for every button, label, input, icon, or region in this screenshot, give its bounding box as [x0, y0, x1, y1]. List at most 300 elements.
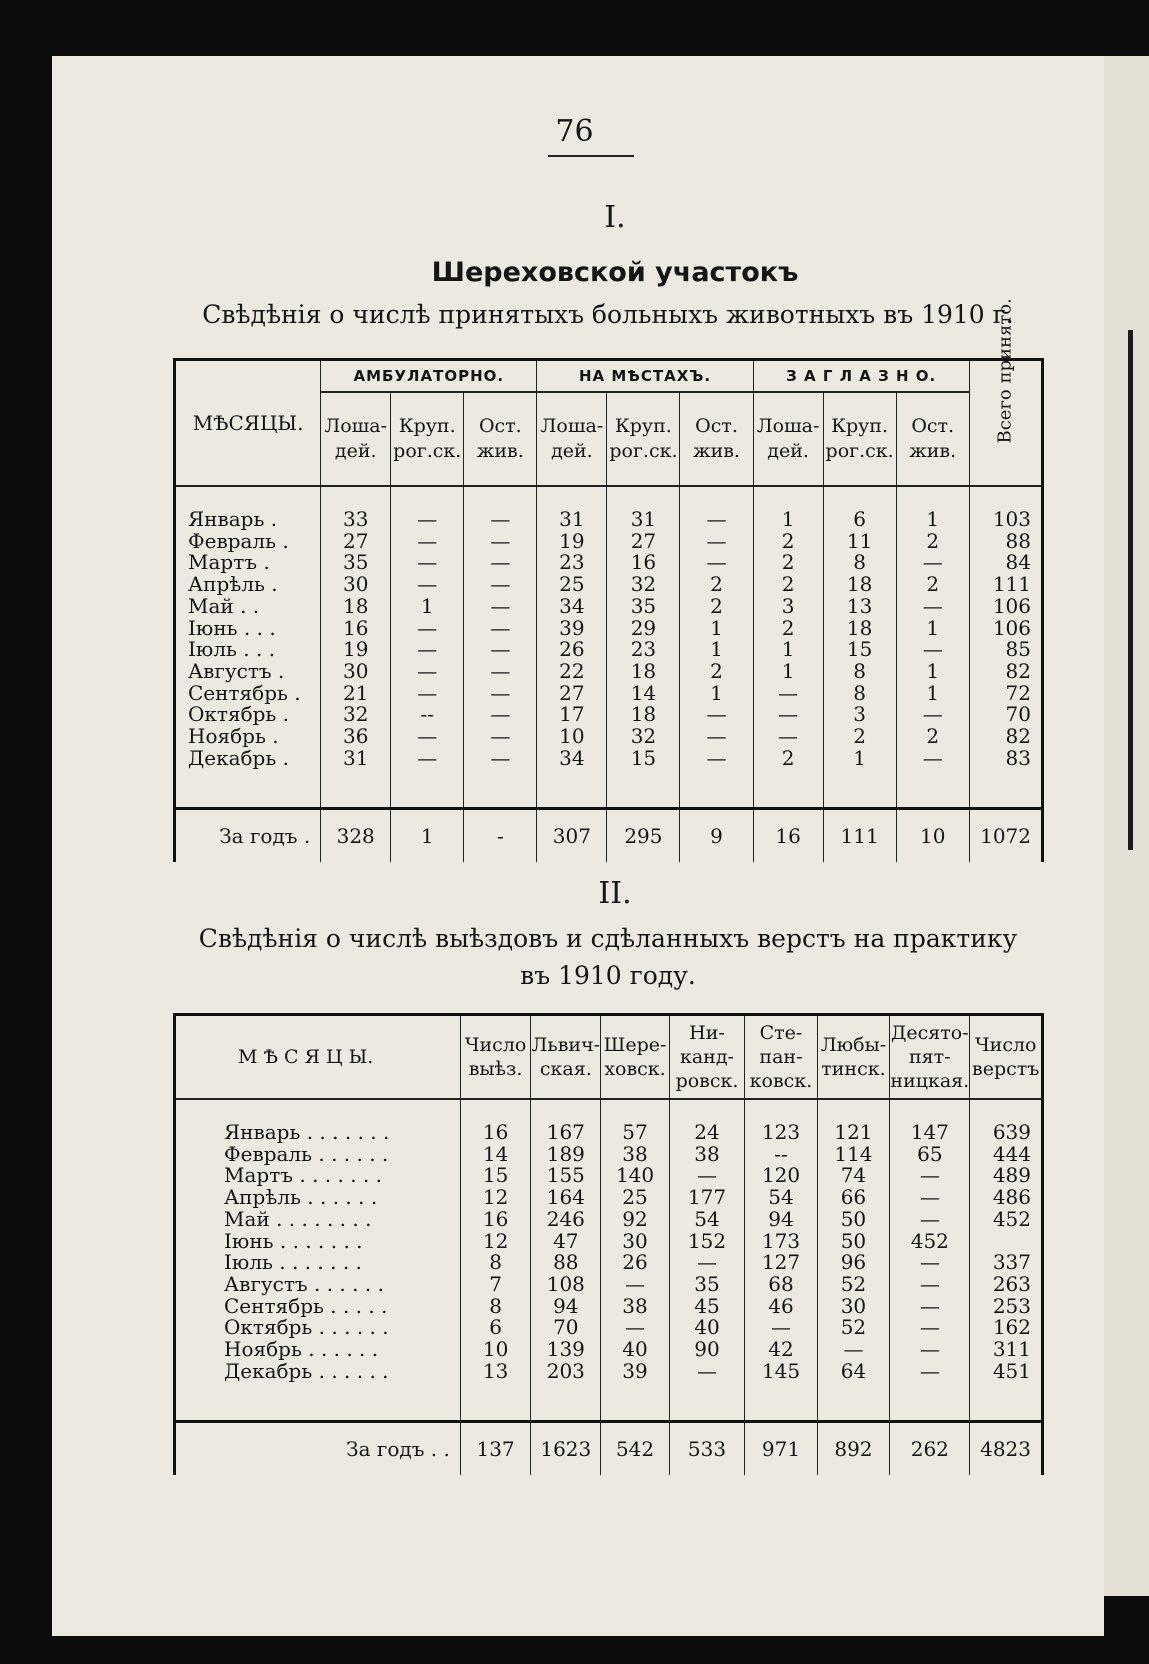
- value-cell: 155: [531, 1165, 601, 1187]
- value-cell: 6: [823, 509, 896, 531]
- value-cell: 2: [753, 618, 823, 640]
- table-row: [175, 509, 1043, 531]
- desyatopyatnitskaya-header: Десято- пят- ницкая.: [890, 1015, 970, 1100]
- total-value-cell: 111: [823, 809, 896, 863]
- page-number: 76: [555, 114, 594, 149]
- total-value-cell: 971: [745, 1422, 817, 1476]
- total-value-cell: 262: [890, 1422, 970, 1476]
- value-cell: 2: [680, 574, 753, 596]
- value-cell: 30: [817, 1296, 889, 1318]
- value-cell: 25: [537, 574, 607, 596]
- month-cell: Сентябрь . . . . .: [175, 1296, 461, 1318]
- value-cell: —: [391, 552, 464, 574]
- value-cell: —: [890, 1209, 970, 1231]
- value-cell: 1: [896, 618, 969, 640]
- value-cell: 15: [460, 1165, 530, 1187]
- value-cell: 14: [460, 1144, 530, 1166]
- value-cell: —: [896, 748, 969, 770]
- value-cell: 8: [823, 683, 896, 705]
- total-value-cell: 9: [680, 809, 753, 863]
- value-cell: 27: [537, 683, 607, 705]
- other-animals-header: Ост. жив.: [896, 392, 969, 486]
- value-cell: 72: [969, 683, 1042, 705]
- value-cell: —: [680, 552, 753, 574]
- total-label: За годъ .: [175, 809, 321, 863]
- total-value-cell: 10: [896, 809, 969, 863]
- table-row: [175, 1252, 1043, 1274]
- outpatient-header: АМБУЛАТОРНО.: [321, 360, 537, 393]
- month-cell: Іюль . . . . . . .: [175, 1252, 461, 1274]
- value-cell: 145: [745, 1361, 817, 1383]
- value-cell: 19: [537, 531, 607, 553]
- value-cell: 35: [321, 552, 391, 574]
- table-row: [175, 1339, 1043, 1361]
- table-row: [175, 704, 1043, 726]
- value-cell: —: [896, 552, 969, 574]
- value-cell: 31: [321, 748, 391, 770]
- value-cell: 84: [969, 552, 1042, 574]
- value-cell: 38: [669, 1144, 744, 1166]
- value-cell: 27: [321, 531, 391, 553]
- month-cell: Январь . . . . . . .: [175, 1122, 461, 1144]
- page-number-rule: [548, 155, 634, 157]
- value-cell: —: [464, 574, 537, 596]
- value-cell: 29: [607, 618, 680, 640]
- value-cell: 203: [531, 1361, 601, 1383]
- value-cell: 83: [969, 748, 1042, 770]
- value-cell: 42: [745, 1339, 817, 1361]
- value-cell: 30: [601, 1231, 669, 1253]
- value-cell: 337: [970, 1252, 1043, 1274]
- value-cell: —: [680, 748, 753, 770]
- value-cell: 8: [823, 661, 896, 683]
- value-cell: --: [745, 1144, 817, 1166]
- value-cell: 2: [896, 574, 969, 596]
- value-cell: —: [680, 531, 753, 553]
- value-cell: 17: [537, 704, 607, 726]
- value-cell: 50: [817, 1209, 889, 1231]
- table-row: [175, 618, 1043, 640]
- month-cell: Апрѣль .: [175, 574, 321, 596]
- value-cell: 639: [970, 1122, 1043, 1144]
- table-row: [175, 1209, 1043, 1231]
- value-cell: 46: [745, 1296, 817, 1318]
- value-cell: —: [896, 704, 969, 726]
- value-cell: 92: [601, 1209, 669, 1231]
- value-cell: —: [669, 1361, 744, 1383]
- value-cell: 30: [321, 574, 391, 596]
- value-cell: 52: [817, 1317, 889, 1339]
- total-value-cell: 533: [669, 1422, 744, 1476]
- value-cell: 40: [669, 1317, 744, 1339]
- table-row: [175, 661, 1043, 683]
- month-cell: Январь .: [175, 509, 321, 531]
- value-cell: 82: [969, 726, 1042, 748]
- value-cell: 311: [970, 1339, 1043, 1361]
- value-cell: 173: [745, 1231, 817, 1253]
- trips-count-header: Число выѣз.: [460, 1015, 530, 1100]
- month-cell: Октябрь .: [175, 704, 321, 726]
- months-header: МѢСЯЦЫ.: [175, 360, 321, 487]
- value-cell: 45: [669, 1296, 744, 1318]
- cattle-header: Круп. рог.ск.: [823, 392, 896, 486]
- month-cell: Октябрь . . . . . .: [175, 1317, 461, 1339]
- value-cell: 106: [969, 618, 1042, 640]
- section-1-number: I.: [604, 200, 626, 235]
- value-cell: 30: [321, 661, 391, 683]
- value-cell: —: [391, 509, 464, 531]
- table-row: [175, 1274, 1043, 1296]
- value-cell: 18: [607, 661, 680, 683]
- value-cell: 6: [460, 1317, 530, 1339]
- value-cell: —: [464, 661, 537, 683]
- value-cell: 451: [970, 1361, 1043, 1383]
- value-cell: 177: [669, 1187, 744, 1209]
- value-cell: —: [890, 1296, 970, 1318]
- value-cell: 40: [601, 1339, 669, 1361]
- value-cell: 90: [669, 1339, 744, 1361]
- value-cell: 22: [537, 661, 607, 683]
- value-cell: 32: [321, 704, 391, 726]
- value-cell: 82: [969, 661, 1042, 683]
- value-cell: —: [890, 1187, 970, 1209]
- total-value-cell: 16: [753, 809, 823, 863]
- value-cell: 1: [753, 639, 823, 661]
- total-value-cell: 295: [607, 809, 680, 863]
- table-row: [175, 574, 1043, 596]
- table-row: [175, 1187, 1043, 1209]
- value-cell: —: [464, 704, 537, 726]
- value-cell: —: [464, 596, 537, 618]
- value-cell: 140: [601, 1165, 669, 1187]
- table-row: [175, 1296, 1043, 1318]
- month-cell: Май . .: [175, 596, 321, 618]
- value-cell: 114: [817, 1144, 889, 1166]
- value-cell: 23: [537, 552, 607, 574]
- value-cell: —: [890, 1274, 970, 1296]
- month-cell: Май . . . . . . . .: [175, 1209, 461, 1231]
- month-cell: Ноябрь .: [175, 726, 321, 748]
- value-cell: 12: [460, 1231, 530, 1253]
- value-cell: —: [817, 1339, 889, 1361]
- value-cell: 1: [680, 618, 753, 640]
- value-cell: 1: [753, 661, 823, 683]
- value-cell: 70: [969, 704, 1042, 726]
- value-cell: 106: [969, 596, 1042, 618]
- value-cell: 127: [745, 1252, 817, 1274]
- sherekhovsk-header: Шере- ховск.: [601, 1015, 669, 1100]
- value-cell: 34: [537, 596, 607, 618]
- value-cell: 18: [823, 574, 896, 596]
- value-cell: 50: [817, 1231, 889, 1253]
- value-cell: 2: [896, 531, 969, 553]
- value-cell: 18: [823, 618, 896, 640]
- other-animals-header: Ост. жив.: [680, 392, 753, 486]
- value-cell: 14: [607, 683, 680, 705]
- value-cell: 452: [890, 1231, 970, 1253]
- remote-header: З А Г Л А З Н О.: [753, 360, 969, 393]
- value-cell: 31: [607, 509, 680, 531]
- lvichskaya-header: Львич- ская.: [531, 1015, 601, 1100]
- value-cell: 68: [745, 1274, 817, 1296]
- lyubytinsk-header: Любы- тинск.: [817, 1015, 889, 1100]
- value-cell: —: [464, 552, 537, 574]
- value-cell: 26: [601, 1252, 669, 1274]
- value-cell: 52: [817, 1274, 889, 1296]
- value-cell: 70: [531, 1317, 601, 1339]
- table-row: [175, 639, 1043, 661]
- total-value-cell: 307: [537, 809, 607, 863]
- value-cell: 123: [745, 1122, 817, 1144]
- value-cell: 39: [537, 618, 607, 640]
- value-cell: 2: [823, 726, 896, 748]
- value-cell: 23: [607, 639, 680, 661]
- table-row: [175, 1317, 1043, 1339]
- value-cell: 19: [321, 639, 391, 661]
- total-value-cell: 137: [460, 1422, 530, 1476]
- stepankovsk-header: Сте- пан- ковск.: [745, 1015, 817, 1100]
- total-value-cell: 1623: [531, 1422, 601, 1476]
- value-cell: —: [896, 639, 969, 661]
- value-cell: 3: [753, 596, 823, 618]
- month-cell: Мартъ .: [175, 552, 321, 574]
- value-cell: 189: [531, 1144, 601, 1166]
- month-cell: Іюнь . . . . . . .: [175, 1231, 461, 1253]
- value-cell: —: [391, 726, 464, 748]
- value-cell: —: [391, 531, 464, 553]
- value-cell: —: [669, 1165, 744, 1187]
- value-cell: 139: [531, 1339, 601, 1361]
- value-cell: 2: [680, 596, 753, 618]
- value-cell: 152: [669, 1231, 744, 1253]
- value-cell: —: [896, 596, 969, 618]
- value-cell: 36: [321, 726, 391, 748]
- value-cell: 85: [969, 639, 1042, 661]
- value-cell: 24: [669, 1122, 744, 1144]
- value-cell: 253: [970, 1296, 1043, 1318]
- value-cell: 66: [817, 1187, 889, 1209]
- value-cell: 32: [607, 726, 680, 748]
- value-cell: --: [391, 704, 464, 726]
- value-cell: 2: [753, 552, 823, 574]
- other-animals-header: Ост. жив.: [464, 392, 537, 486]
- table-row: [175, 1144, 1043, 1166]
- value-cell: 54: [669, 1209, 744, 1231]
- value-cell: 2: [896, 726, 969, 748]
- value-cell: 108: [531, 1274, 601, 1296]
- total-value-cell: -: [464, 809, 537, 863]
- value-cell: 94: [745, 1209, 817, 1231]
- total-value-cell: 542: [601, 1422, 669, 1476]
- value-cell: 57: [601, 1122, 669, 1144]
- table-row: [175, 1165, 1043, 1187]
- value-cell: —: [601, 1317, 669, 1339]
- month-cell: Февраль . . . . . .: [175, 1144, 461, 1166]
- section-1-caption: Свѣдѣнія о числѣ принятыхъ больныхъ животныхъ въ 1910 г.: [202, 300, 1014, 329]
- horses-header: Лоша- дей.: [753, 392, 823, 486]
- total-value-cell: 328: [321, 809, 391, 863]
- value-cell: 88: [531, 1252, 601, 1274]
- value-cell: —: [391, 748, 464, 770]
- value-cell: 7: [460, 1274, 530, 1296]
- value-cell: 1: [896, 683, 969, 705]
- value-cell: 18: [321, 596, 391, 618]
- total-value-cell: 892: [817, 1422, 889, 1476]
- value-cell: —: [753, 726, 823, 748]
- value-cell: 103: [969, 509, 1042, 531]
- value-cell: 2: [753, 574, 823, 596]
- value-cell: 162: [970, 1317, 1043, 1339]
- value-cell: 489: [970, 1165, 1043, 1187]
- value-cell: —: [391, 618, 464, 640]
- value-cell: 2: [753, 531, 823, 553]
- value-cell: —: [890, 1165, 970, 1187]
- total-header: Всего принято.: [969, 360, 1042, 487]
- value-cell: 31: [537, 509, 607, 531]
- value-cell: —: [890, 1339, 970, 1361]
- section-2-caption-line-2: въ 1910 году.: [520, 961, 696, 990]
- value-cell: 94: [531, 1296, 601, 1318]
- cattle-header: Круп. рог.ск.: [607, 392, 680, 486]
- value-cell: —: [464, 726, 537, 748]
- month-cell: Августъ .: [175, 661, 321, 683]
- month-cell: Іюль . . .: [175, 639, 321, 661]
- month-cell: Апрѣль . . . . . .: [175, 1187, 461, 1209]
- table-row: [175, 531, 1043, 553]
- value-cell: 16: [460, 1122, 530, 1144]
- value-cell: 2: [753, 748, 823, 770]
- total-label: За годъ . .: [175, 1422, 461, 1476]
- value-cell: 26: [537, 639, 607, 661]
- total-row: [175, 1422, 1043, 1476]
- value-cell: 16: [460, 1209, 530, 1231]
- total-value-cell: 1072: [969, 809, 1042, 863]
- month-cell: Декабрь .: [175, 748, 321, 770]
- value-cell: —: [890, 1252, 970, 1274]
- value-cell: 32: [607, 574, 680, 596]
- value-cell: —: [464, 748, 537, 770]
- month-cell: Іюнь . . .: [175, 618, 321, 640]
- value-cell: 18: [607, 704, 680, 726]
- value-cell: 8: [460, 1296, 530, 1318]
- value-cell: —: [753, 704, 823, 726]
- value-cell: —: [464, 639, 537, 661]
- versts-count-header: Число верстъ: [970, 1015, 1043, 1100]
- value-cell: 38: [601, 1144, 669, 1166]
- value-cell: —: [669, 1252, 744, 1274]
- value-cell: 16: [607, 552, 680, 574]
- value-cell: 1: [753, 509, 823, 531]
- horses-header: Лоша- дей.: [537, 392, 607, 486]
- table-row: [175, 1361, 1043, 1383]
- value-cell: 34: [537, 748, 607, 770]
- value-cell: 147: [890, 1122, 970, 1144]
- value-cell: —: [464, 509, 537, 531]
- month-cell: Мартъ . . . . . . .: [175, 1165, 461, 1187]
- value-cell: 444: [970, 1144, 1043, 1166]
- value-cell: 1: [680, 683, 753, 705]
- table-row: [175, 1231, 1043, 1253]
- section-1-title: Шереховской участокъ: [431, 257, 799, 288]
- table-row: [175, 748, 1043, 770]
- value-cell: 64: [817, 1361, 889, 1383]
- section-2-caption-line-1: Свѣдѣнія о числѣ выѣздовъ и сдѣланныхъ верстъ на практику: [198, 924, 1018, 953]
- value-cell: 35: [607, 596, 680, 618]
- value-cell: 167: [531, 1122, 601, 1144]
- value-cell: 246: [531, 1209, 601, 1231]
- value-cell: 11: [823, 531, 896, 553]
- months-header: М Ѣ С Я Ц Ы.: [175, 1015, 461, 1100]
- value-cell: —: [391, 639, 464, 661]
- month-cell: Августъ . . . . . .: [175, 1274, 461, 1296]
- trips-table: [173, 1013, 1044, 1475]
- on-site-header: НА МѢСТАХЪ.: [537, 360, 753, 393]
- value-cell: 54: [745, 1187, 817, 1209]
- value-cell: 1: [896, 661, 969, 683]
- next-page-border: [1128, 330, 1133, 850]
- value-cell: 12: [460, 1187, 530, 1209]
- value-cell: 3: [823, 704, 896, 726]
- table-row: [175, 552, 1043, 574]
- value-cell: 120: [745, 1165, 817, 1187]
- value-cell: —: [464, 683, 537, 705]
- value-cell: —: [680, 704, 753, 726]
- value-cell: 8: [460, 1252, 530, 1274]
- value-cell: 8: [823, 552, 896, 574]
- value-cell: —: [601, 1274, 669, 1296]
- value-cell: —: [391, 574, 464, 596]
- value-cell: —: [890, 1361, 970, 1383]
- value-cell: 164: [531, 1187, 601, 1209]
- value-cell: 25: [601, 1187, 669, 1209]
- month-cell: Февраль .: [175, 531, 321, 553]
- value-cell: 88: [969, 531, 1042, 553]
- value-cell: —: [680, 509, 753, 531]
- value-cell: 2: [680, 661, 753, 683]
- value-cell: 13: [460, 1361, 530, 1383]
- month-cell: Ноябрь . . . . . .: [175, 1339, 461, 1361]
- value-cell: 121: [817, 1122, 889, 1144]
- month-cell: Декабрь . . . . . .: [175, 1361, 461, 1383]
- value-cell: 21: [321, 683, 391, 705]
- value-cell: —: [745, 1317, 817, 1339]
- value-cell: 1: [896, 509, 969, 531]
- section-2-number: II.: [598, 876, 632, 911]
- value-cell: 74: [817, 1165, 889, 1187]
- horses-header: Лоша- дей.: [321, 392, 391, 486]
- value-cell: 10: [460, 1339, 530, 1361]
- value-cell: —: [890, 1317, 970, 1339]
- total-value-cell: 4823: [970, 1422, 1043, 1476]
- value-cell: 1: [680, 639, 753, 661]
- table-row: [175, 683, 1043, 705]
- value-cell: 27: [607, 531, 680, 553]
- value-cell: 111: [969, 574, 1042, 596]
- value-cell: —: [680, 726, 753, 748]
- value-cell: 47: [531, 1231, 601, 1253]
- value-cell: 263: [970, 1274, 1043, 1296]
- table-row: [175, 726, 1043, 748]
- value-cell: 15: [607, 748, 680, 770]
- value-cell: 15: [823, 639, 896, 661]
- value-cell: —: [753, 683, 823, 705]
- value-cell: 35: [669, 1274, 744, 1296]
- value-cell: 452: [970, 1209, 1043, 1231]
- value-cell: 65: [890, 1144, 970, 1166]
- month-cell: Сентябрь .: [175, 683, 321, 705]
- value-cell: 10: [537, 726, 607, 748]
- value-cell: 1: [391, 596, 464, 618]
